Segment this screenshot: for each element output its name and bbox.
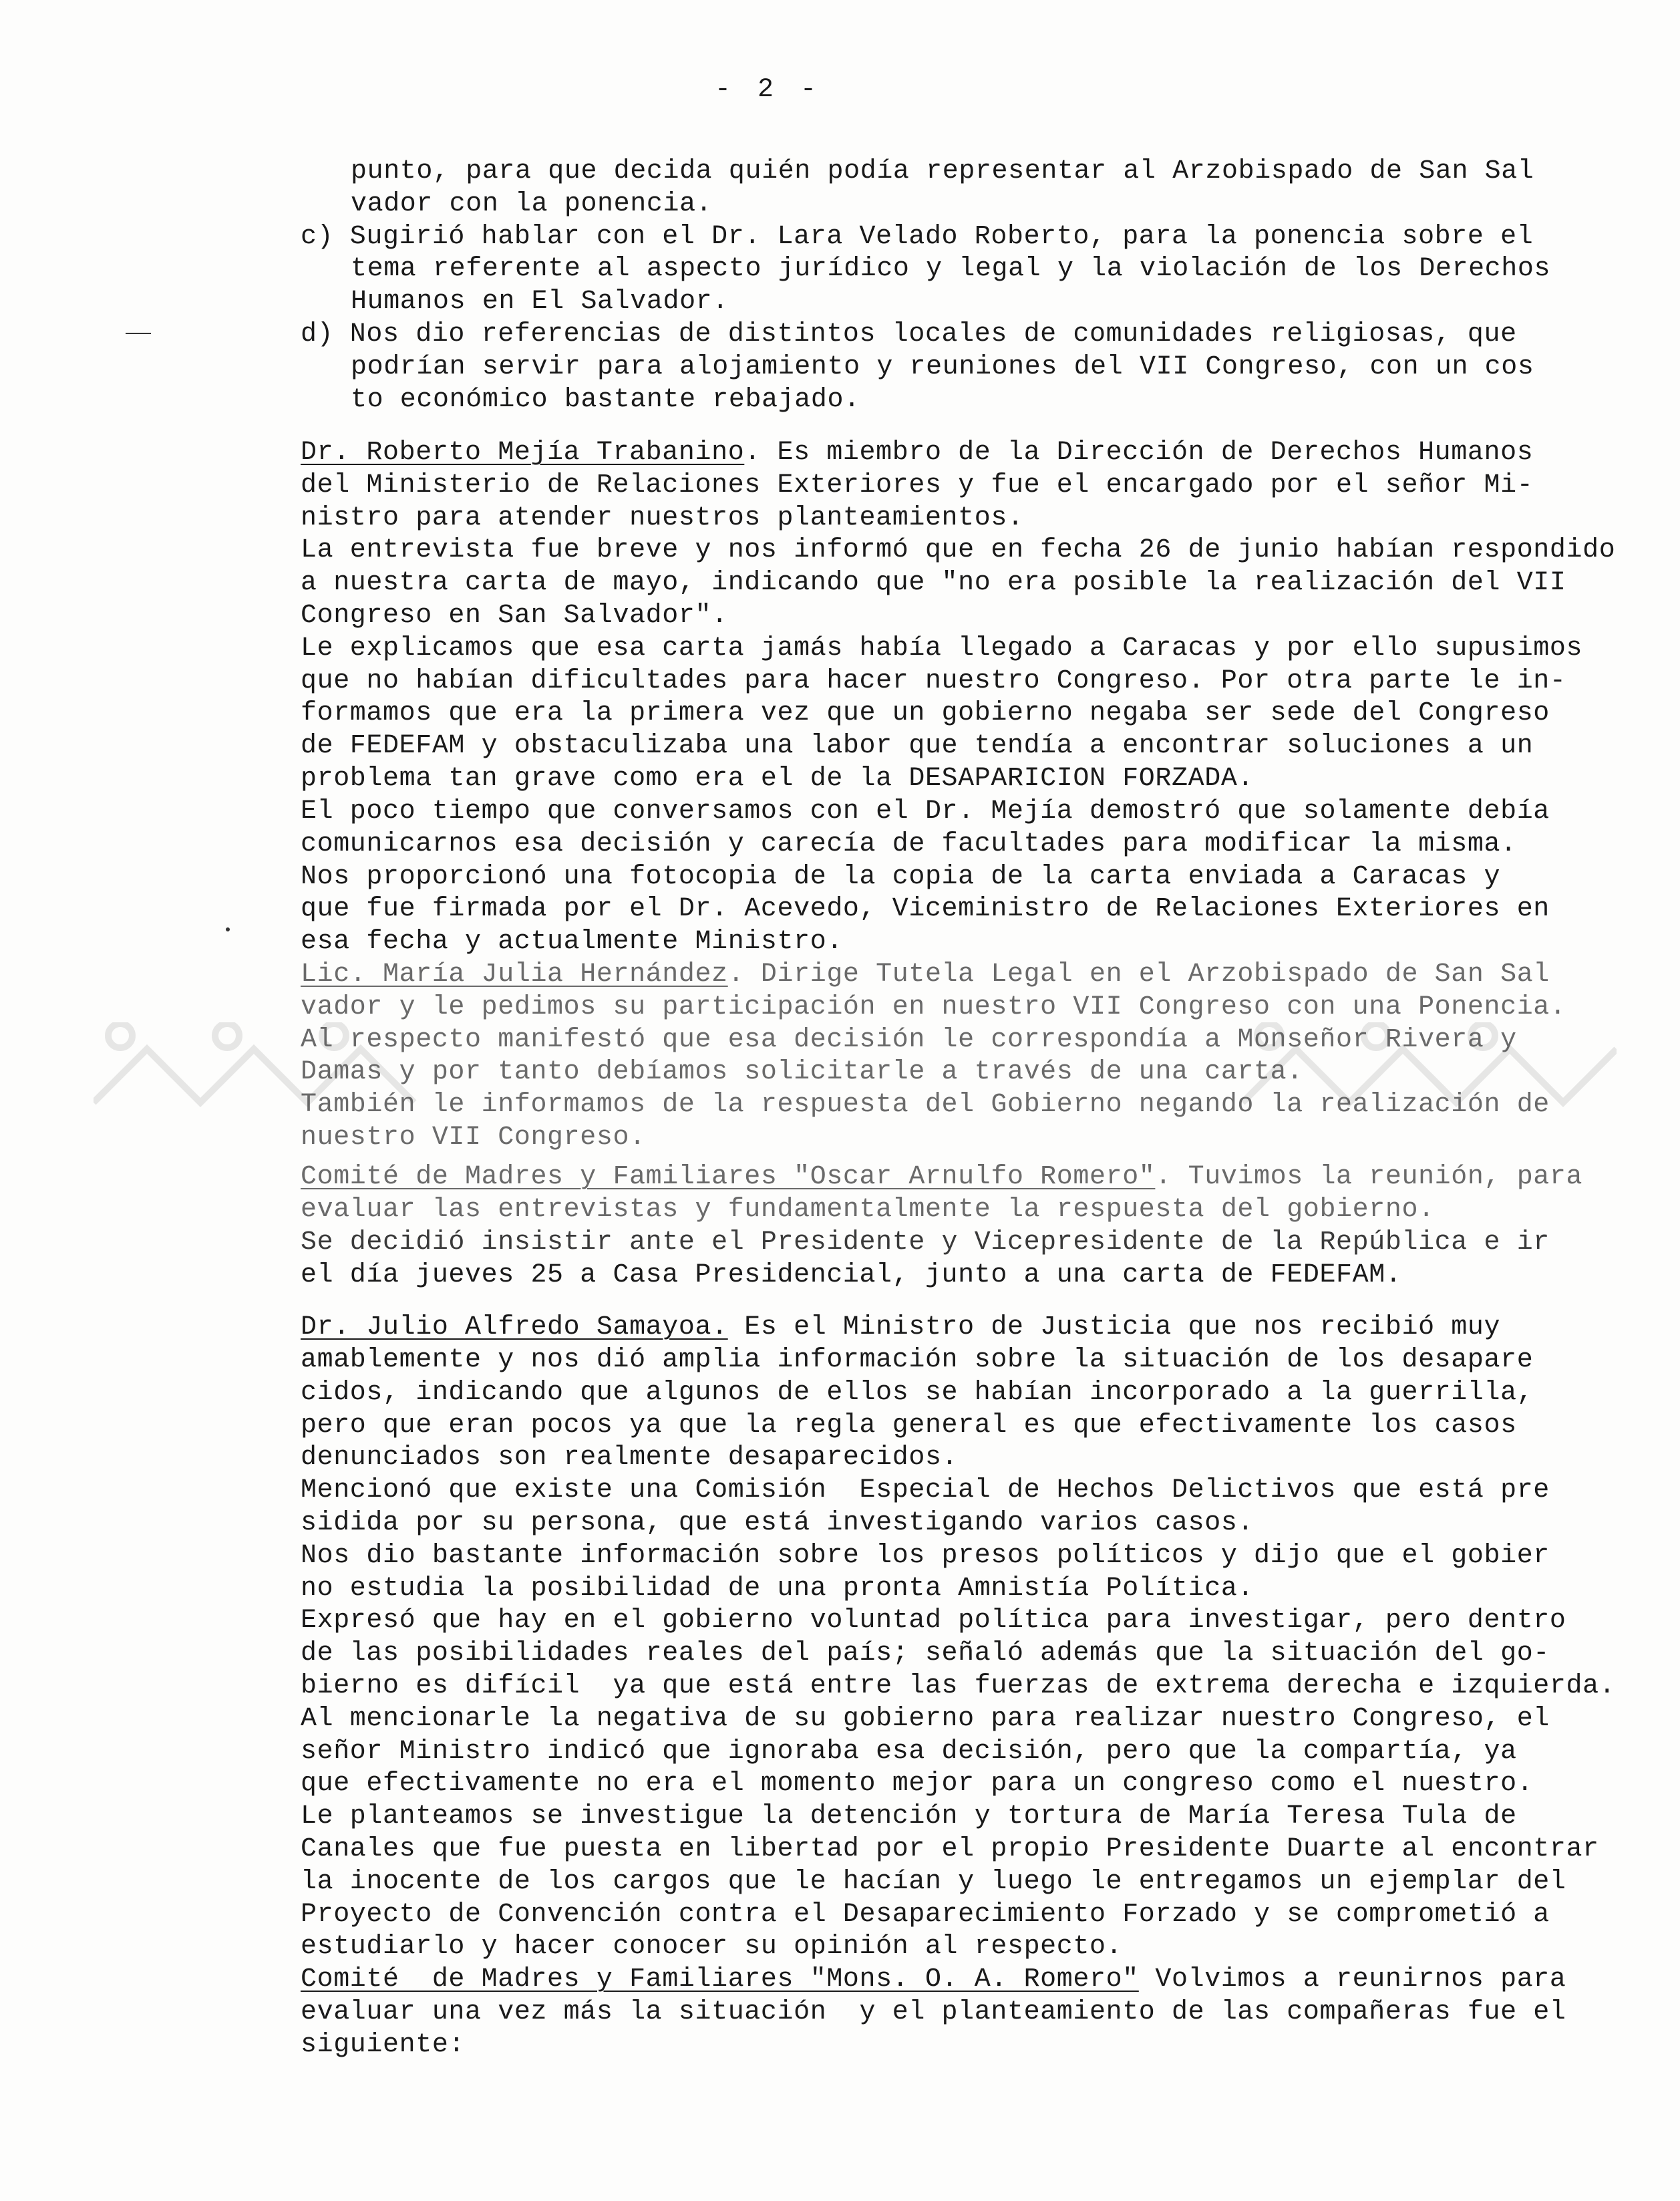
text-line: Humanos en El Salvador. <box>351 287 729 317</box>
text-line: vador y le pedimos su participación en nuestro VII Congreso con una Ponencia. <box>301 992 1566 1022</box>
text-line: el día jueves 25 a Casa Presidencial, junto a una carta de FEDEFAM. <box>301 1260 1402 1290</box>
text-line: a nuestra carta de mayo, indicando que "no era posible la realización del VII <box>301 568 1566 598</box>
text-line: que no habían dificultades para hacer nuestro Congreso. Por otra parte le in- <box>301 666 1566 696</box>
text-line: evaluar una vez más la situación y el planteamiento de las compañeras fue el <box>301 1997 1566 2027</box>
person-name-hernandez: Lic. María Julia Hernández <box>301 960 728 990</box>
text-line: Nos proporcionó una fotocopia de la copia de la carta enviada a Caracas y <box>301 862 1501 892</box>
margin-dot <box>226 927 230 931</box>
text-line: nuestro VII Congreso. <box>301 1123 646 1153</box>
text-line: evaluar las entrevistas y fundamentalmente la respuesta del gobierno. <box>301 1195 1435 1225</box>
text-line: esa fecha y actualmente Ministro. <box>301 927 843 957</box>
paragraph-heading: Lic. María Julia Hernández. Dirige Tutela Legal en el Arzobispado de San Sal <box>301 960 1550 990</box>
text-line: sidida por su persona, que está investigando varios casos. <box>301 1508 1254 1538</box>
text-line: Nos dio bastante información sobre los presos políticos y dijo que el gobier <box>301 1541 1550 1571</box>
text-line: que fue firmada por el Dr. Acevedo, Viceministro de Relaciones Exteriores en <box>301 894 1550 924</box>
text-line: to económico bastante rebajado. <box>351 385 860 415</box>
paragraph-heading: Dr. Roberto Mejía Trabanino. Es miembro de la Dirección de Derechos Humanos <box>301 438 1534 468</box>
text-line: Se decidió insistir ante el Presidente y Vicepresidente de la República e ir <box>301 1227 1550 1258</box>
text-line: estudiarlo y hacer conocer su opinión al respecto. <box>301 1932 1123 1962</box>
text-line: nistro para atender nuestros planteamientos. <box>301 503 1024 533</box>
text-line: Expresó que hay en el gobierno voluntad política para investigar, pero dentro <box>301 1606 1566 1636</box>
text-line: siguiente: <box>301 2030 466 2060</box>
text-line: También le informamos de la respuesta del Gobierno negando la realización de <box>301 1090 1550 1120</box>
paragraph-heading: Dr. Julio Alfredo Samayoa. Es el Ministro de Justicia que nos recibió muy <box>301 1312 1501 1342</box>
list-item-c: c) Sugirió hablar con el Dr. Lara Velado Roberto, para la ponencia sobre el <box>301 222 1534 252</box>
text-line: Mencionó que existe una Comisión Especial de Hechos Delictivos que está pre <box>301 1475 1550 1505</box>
text-line: problema tan grave como era el de la DESAPARICION FORZADA. <box>301 764 1254 794</box>
text-line: El poco tiempo que conversamos con el Dr. Mejía demostró que solamente debía <box>301 796 1550 827</box>
paragraph-heading: Comité de Madres y Familiares "Mons. O. A. Romero" Volvimos a reunirnos para <box>301 1964 1566 1995</box>
text-line: denunciados son realmente desaparecidos. <box>301 1443 959 1473</box>
text-line: pero que eran pocos ya que la regla general es que efectivamente los casos <box>301 1411 1517 1441</box>
text-line: punto, para que decida quién podía representar al Arzobispado de San Sal <box>351 156 1534 186</box>
text-line: Al mencionarle la negativa de su gobierno para realizar nuestro Congreso, el <box>301 1704 1550 1734</box>
text-line: tema referente al aspecto jurídico y legal y la violación de los Derechos <box>351 254 1551 284</box>
text-line: Canales que fue puesta en libertad por el propio Presidente Duarte al encontrar <box>301 1834 1599 1864</box>
list-item-d: d) Nos dio referencias de distintos locales de comunidades religiosas, que <box>301 319 1517 349</box>
text-line: amablemente y nos dió amplia información sobre la situación de los desapare <box>301 1345 1534 1375</box>
text-line: cidos, indicando que algunos de ellos se habían incorporado a la guerrilla, <box>301 1378 1534 1408</box>
person-name-mejia: Dr. Roberto Mejía Trabanino <box>301 438 745 468</box>
text-line: señor Ministro indicó que ignoraba esa decisión, pero que la compartía, ya <box>301 1737 1517 1767</box>
text-line: de las posibilidades reales del país; señaló además que la situación del go- <box>301 1638 1550 1668</box>
text-line: La entrevista fue breve y nos informó que en fecha 26 de junio habían respondido <box>301 535 1616 565</box>
page-number: - 2 - <box>714 75 822 105</box>
text-line: que efectivamente no era el momento mejor para un congreso como el nuestro. <box>301 1769 1534 1799</box>
committee-name: Comité de Madres y Familiares "Mons. O. A. Romero" <box>301 1964 1139 1995</box>
text-line: de FEDEFAM y obstaculizaba una labor que tendía a encontrar soluciones a un <box>301 731 1534 761</box>
text-line: Congreso en San Salvador". <box>301 601 728 631</box>
text-line: Al respecto manifestó que esa decisión le correspondía a Monseñor Rivera y <box>301 1025 1517 1055</box>
text-line: Le planteamos se investigue la detención y tortura de María Teresa Tula de <box>301 1801 1517 1831</box>
text-line: del Ministerio de Relaciones Exteriores y fue el encargado por el señor Mi- <box>301 470 1534 500</box>
text-line: no estudia la posibilidad de una pronta Amnistía Política. <box>301 1574 1254 1604</box>
text-line: bierno es difícil ya que está entre las fuerzas de extrema derecha e izquierda. <box>301 1671 1616 1701</box>
text-line: Le explicamos que esa carta jamás había llegado a Caracas y por ello supusimos <box>301 633 1583 664</box>
paragraph-heading: Comité de Madres y Familiares "Oscar Arnulfo Romero". Tuvimos la reunión, para <box>301 1162 1583 1192</box>
text-line: podrían servir para alojamiento y reuniones del VII Congreso, con un cos <box>351 352 1534 382</box>
person-name-samayoa: Dr. Julio Alfredo Samayoa. <box>301 1312 728 1342</box>
text-line: Proyecto de Convención contra el Desaparecimiento Forzado y se comprometió a <box>301 1900 1550 1930</box>
text-line: la inocente de los cargos que le hacían y luego le entregamos un ejemplar del <box>301 1867 1566 1897</box>
text-line: formamos que era la primera vez que un gobierno negaba ser sede del Congreso <box>301 698 1550 728</box>
committee-name: Comité de Madres y Familiares "Oscar Arnulfo Romero" <box>301 1162 1156 1192</box>
text-line: vador con la ponencia. <box>351 189 713 219</box>
text-line: Damas y por tanto debíamos solicitarle a través de una carta. <box>301 1057 1303 1087</box>
margin-mark <box>126 333 151 334</box>
text-line: comunicarnos esa decisión y carecía de facultades para modificar la misma. <box>301 829 1517 859</box>
